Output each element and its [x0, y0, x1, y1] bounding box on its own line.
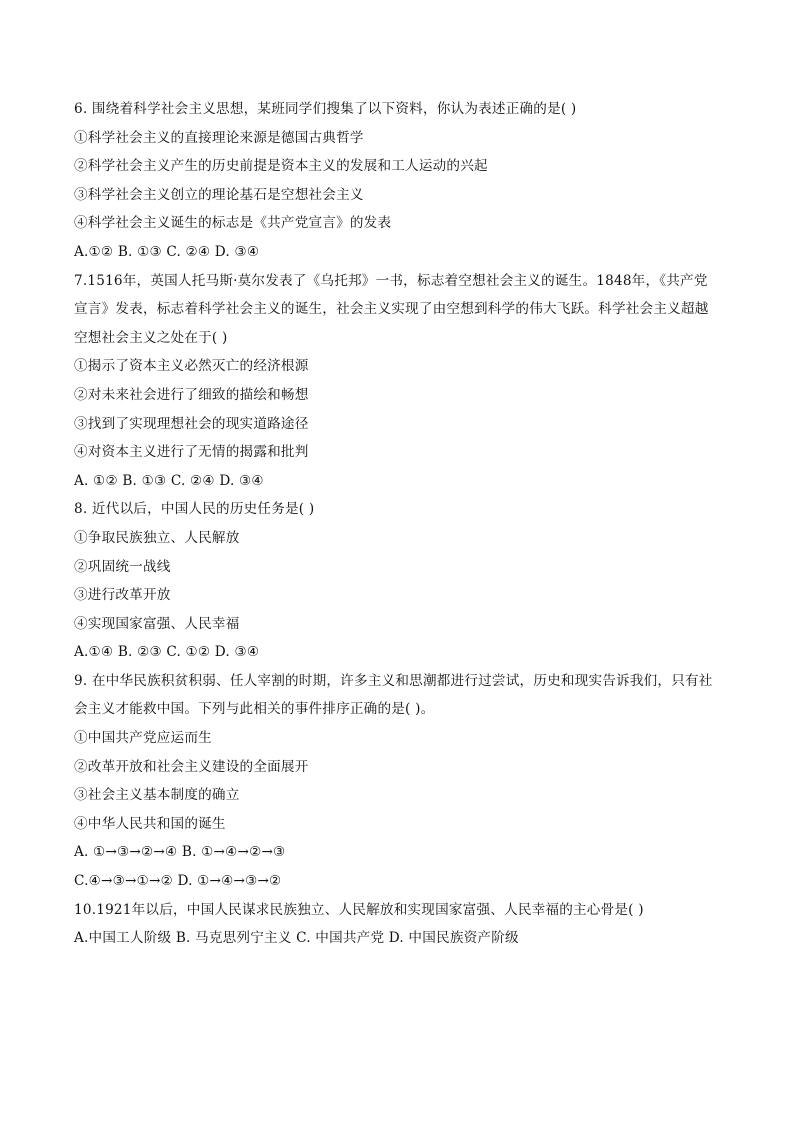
question-stem: 9. 在中华民族积贫积弱、任人宰割的时期，许多主义和思潮都进行过尝试，历史和现实告诉我们，只有社会主义才能救中国。下列与此相关的事件排序正确的是( )。 — [74, 672, 713, 718]
question-item: ②科学社会主义产生的历史前提是资本主义的发展和工人运动的兴起 — [74, 158, 488, 175]
question-10 — [74, 896, 721, 953]
question-item: ④对资本主义进行了无情的揭露和批判 — [74, 444, 309, 461]
question-item: ③找到了实现理想社会的现实道路途径 — [74, 415, 309, 432]
answer-options: A.中国工人阶级 B. 马克思列宁主义 C. 中国共产党 D. 中国民族资产阶级 — [74, 930, 519, 947]
question-item: ②对未来社会进行了细致的描绘和畅想 — [74, 386, 309, 403]
question-item: ①争取民族独立、人民解放 — [74, 529, 240, 546]
question-stem: 7.1516年，英国人托马斯·莫尔发表了《乌托邦》一书，标志着空想社会主义的诞生。1848年，《共产党宣言》发表，标志着科学社会主义的诞生，社会主义实现了由空想到科学的伟大飞跃。科学社会主义超越空想社会主义之处在于( ) — [74, 272, 709, 346]
question-item: ①揭示了资本主义必然灭亡的经济根源 — [74, 358, 309, 375]
question-7 — [74, 267, 721, 496]
answer-options: A.①④ B. ②③ C. ①② D. ③④ — [74, 644, 260, 661]
question-6 — [74, 95, 721, 267]
question-item: ③科学社会主义创立的理论基石是空想社会主义 — [74, 186, 364, 203]
question-item: ④中华人民共和国的诞生 — [74, 815, 226, 832]
answer-options: C.④→③→①→② D. ①→④→③→② — [74, 873, 282, 890]
answer-options: A.①② B. ①③ C. ②④ D. ③④ — [74, 243, 260, 260]
question-9 — [74, 667, 721, 896]
question-item: ②改革开放和社会主义建设的全面展开 — [74, 758, 309, 775]
answer-options: A. ①→③→②→④ B. ①→④→②→③ — [74, 844, 286, 861]
answer-options: A. ①② B. ①③ C. ②④ D. ③④ — [74, 472, 264, 489]
question-item: ④科学社会主义诞生的标志是《共产党宣言》的发表 — [74, 215, 392, 232]
question-item: ③社会主义基本制度的确立 — [74, 787, 240, 804]
question-8 — [74, 495, 721, 667]
question-stem: 10.1921年以后，中国人民谋求民族独立、人民解放和实现国家富强、人民幸福的主心骨是( ) — [74, 901, 644, 918]
question-item: ③进行改革开放 — [74, 587, 171, 604]
question-item: ②巩固统一战线 — [74, 558, 171, 575]
question-item: ④实现国家富强、人民幸福 — [74, 615, 240, 632]
question-stem: 8. 近代以后，中国人民的历史任务是( ) — [74, 501, 315, 518]
question-stem: 6. 围绕着科学社会主义思想，某班同学们搜集了以下资料，你认为表述正确的是( ) — [74, 101, 577, 117]
question-item: ①中国共产党应运而生 — [74, 730, 212, 747]
question-item: ①科学社会主义的直接理论来源是德国古典哲学 — [74, 129, 364, 146]
